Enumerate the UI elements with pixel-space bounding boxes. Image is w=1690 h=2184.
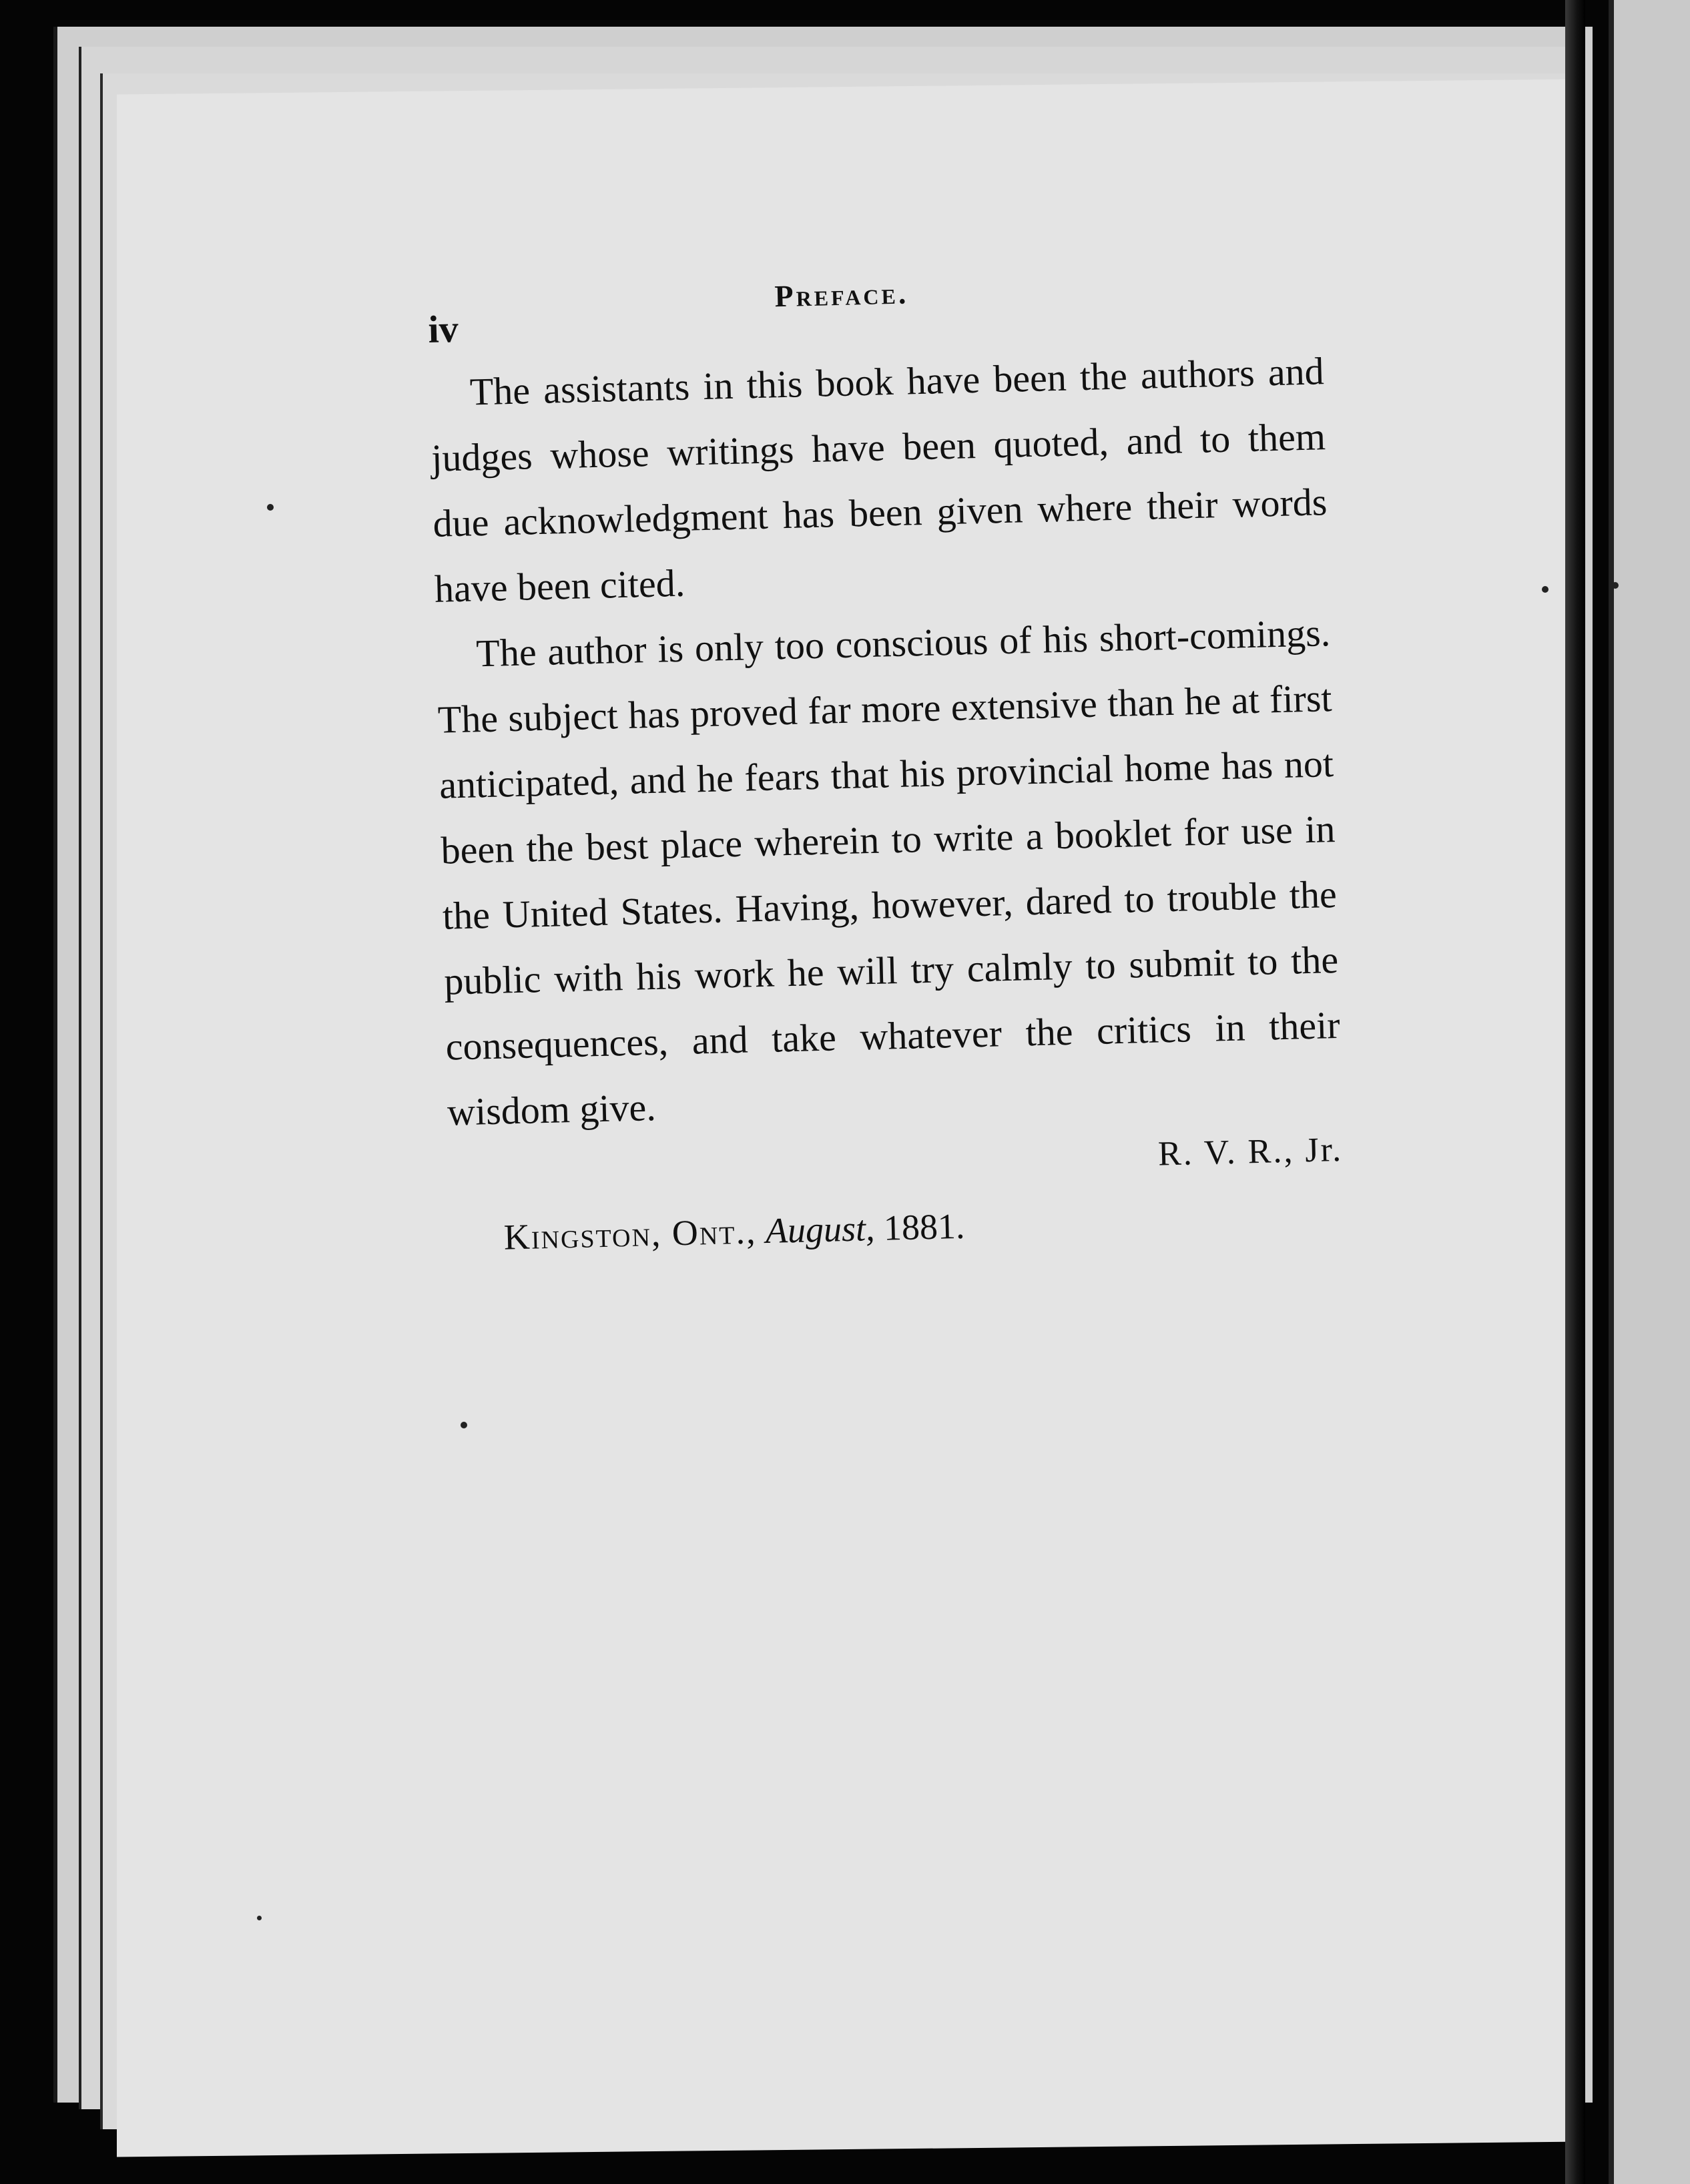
ink-speck [461, 1422, 467, 1428]
page-text [427, 265, 1345, 1259]
ink-speck [1612, 582, 1619, 589]
page-number: iv [427, 306, 459, 351]
running-head: Preface. [774, 276, 909, 314]
adjacent-page-edge [1609, 0, 1690, 2184]
paragraph-acknowledgments: The assistants in this book have been the authors and judges whose writings have been quoted, and to them due acknowledgment has been given where their words have been cited. [431, 349, 1328, 611]
ink-speck [267, 504, 274, 511]
ink-speck [1542, 586, 1548, 593]
paragraph-apology: The author is only too conscious of his short-comings. The subject has proved far more extensive than he at first anticipated, and he fears that his provincial home has not been the best place wherein to write a booklet for use in the United States. Having, however, dared to trouble the public with his work he will try calmly to submit to the consequences, and take whatever the critics in their wisdom give. [437, 611, 1341, 1134]
dateline-year: 1881. [883, 1205, 966, 1248]
author-signature: R. V. R., Jr. [1157, 1130, 1344, 1173]
dateline-month: August, [765, 1208, 876, 1252]
dateline-place: Kingston, Ont., [503, 1211, 758, 1258]
ink-speck [257, 1916, 262, 1920]
book-spine [1565, 0, 1585, 2184]
